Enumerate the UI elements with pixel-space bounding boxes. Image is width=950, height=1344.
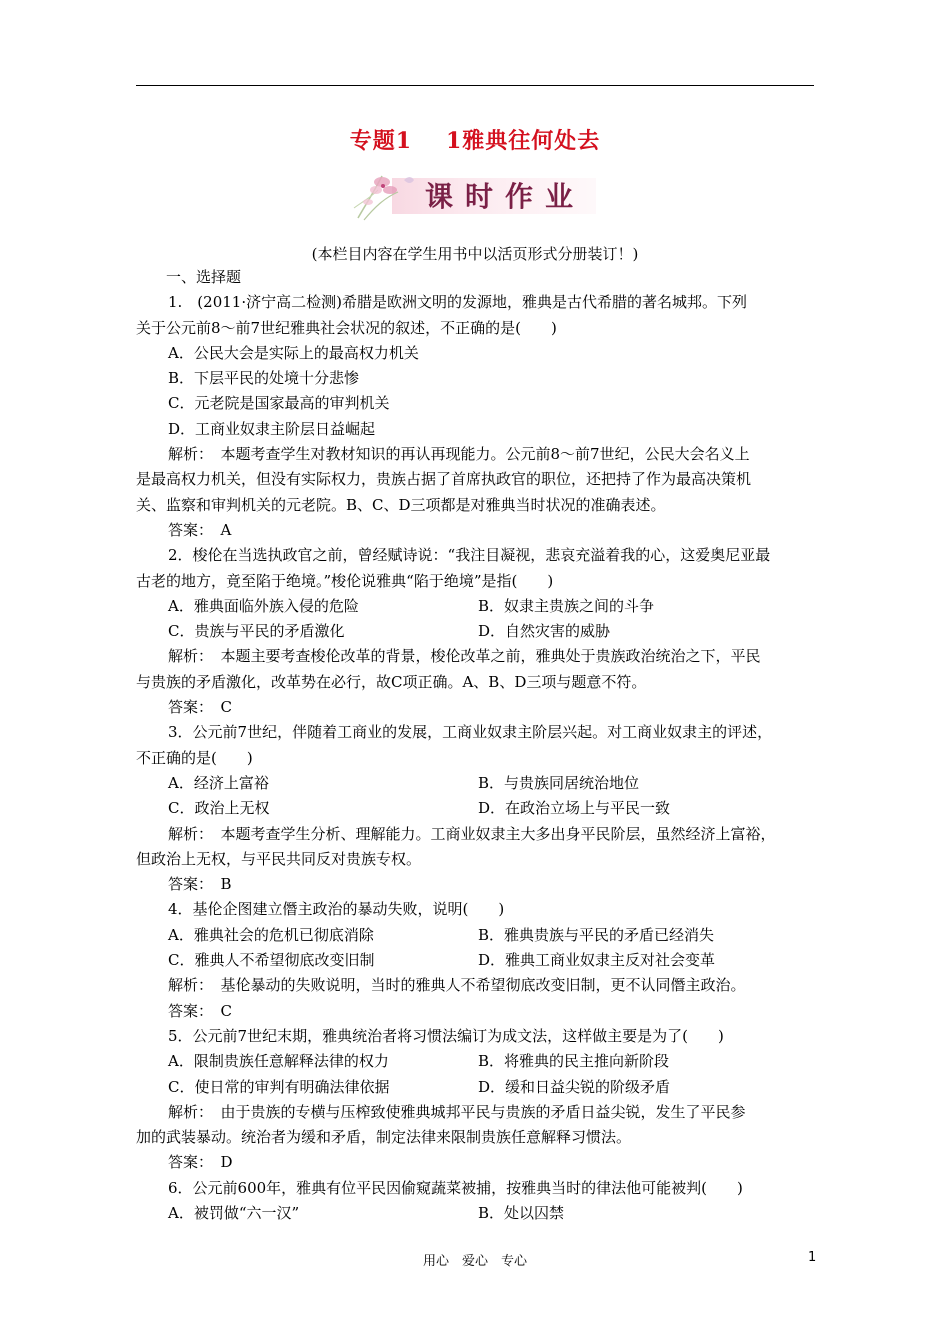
analysis: 关、监察和审判机关的元老院。B、C、D三项都是对雅典当时状况的准确表述。 [136,495,666,514]
banner-char: 课 [424,180,453,213]
option-row [136,1201,816,1226]
analysis: 解析： 本题主要考查梭伦改革的背景，梭伦改革之前，雅典处于贵族政治统治之下，平民 [168,647,761,666]
banner-text [404,176,594,214]
option: B．奴隶主贵族之间的斗争 [478,596,655,615]
banner-char: 作 [505,180,534,213]
option: C．政治上无权 [168,799,270,818]
question-list [136,265,816,1226]
option: A．雅典面临外族入侵的危险 [168,596,359,615]
option: A．经济上富裕 [168,773,269,792]
question-stem: 3．公元前7世纪，伴随着工商业的发展，工商业奴隶主阶层兴起。对工商业奴隶主的评述， [168,723,773,742]
banner-char: 时 [464,180,493,213]
option: B．与贵族同居统治地位 [478,773,640,792]
banner-char: 业 [545,180,574,213]
question-stem: 关于公元前8～前7世纪雅典社会状况的叙述，不正确的是( ) [136,318,557,337]
option: D．自然灾害的威胁 [478,622,611,641]
homework-banner [352,168,596,222]
option: C．使日常的审判有明确法律依据 [168,1077,390,1096]
option-row [136,594,816,619]
option: A．限制贵族任意解释法律的权力 [168,1052,389,1071]
analysis: 是最高权力机关，但没有实际权力，贵族占据了首席执政官的职位，还把持了作为最高决策机 [136,470,752,489]
binding-note: (本栏目内容在学生用书中以活页形式分册装订！) [311,245,639,263]
page-number: 1 [808,1250,817,1265]
answer: 答案： C [168,1001,232,1020]
option-row [136,771,816,796]
question-stem: 不正确的是( ) [136,748,253,767]
page-title [0,124,950,155]
answer: 答案： D [168,1153,233,1172]
analysis: 加的武装暴动。统治者为缓和矛盾，制定法律来限制贵族任意解释习惯法。 [136,1128,632,1147]
option: B．将雅典的民主推向新阶段 [478,1052,670,1071]
option: C．元老院是国家最高的审判机关 [168,394,390,413]
question-stem: 4．基伦企图建立僭主政治的暴动失败，说明( ) [168,900,505,919]
answer: 答案： B [168,875,232,894]
analysis: 但政治上无权，与平民共同反对贵族专权。 [136,849,422,868]
option: B．下层平民的处境十分悲惨 [168,369,360,388]
option-row [136,923,816,948]
option: A．公民大会是实际上的最高权力机关 [168,343,419,362]
option: D．在政治立场上与平民一致 [478,799,671,818]
question-stem: 1. (2011·济宁高二检测)希腊是欧洲文明的发源地，雅典是古代希腊的著名城邦。下列 [168,293,747,312]
answer: 答案： C [168,698,232,717]
analysis: 与贵族的矛盾激化，改革势在必行，故C项正确。A、B、D三项与题意不符。 [136,672,647,691]
analysis: 解析： 本题考查学生对教材知识的再认再现能力。公元前8～前7世纪，公民大会名义上 [168,445,750,464]
option: C．贵族与平民的矛盾激化 [168,622,345,641]
option-row [136,948,816,973]
title-topic: 专题1 [349,128,412,154]
option-row [136,1075,816,1100]
analysis: 解析： 本题考查学生分析、理解能力。工商业奴隶主大多出身平民阶层，虽然经济上富裕， [168,824,776,843]
option: D．缓和日益尖锐的阶级矛盾 [478,1077,671,1096]
question-stem: 5．公元前7世纪末期，雅典统治者将习惯法编订为成文法，这样做主要是为了( ) [168,1026,724,1045]
option: B．雅典贵族与平民的矛盾已经消失 [478,925,715,944]
option: A．被罚做“六一汉” [168,1203,300,1222]
option: B．处以囚禁 [478,1203,565,1222]
option: D．工商业奴隶主阶层日益崛起 [168,419,376,438]
option-row [136,796,816,821]
title-lesson: 1雅典往何处去 [446,128,601,154]
analysis: 解析： 基伦暴动的失败说明，当时的雅典人不希望彻底改变旧制，更不认同僭主政治。 [168,976,746,995]
option: D．雅典工商业奴隶主反对社会变革 [478,951,716,970]
header-rule [136,85,814,86]
section-heading: 一、选择题 [166,268,242,286]
option: A．雅典社会的危机已彻底消除 [168,925,374,944]
analysis: 解析： 由于贵族的专横与压榨致使雅典城邦平民与贵族的矛盾日益尖锐，发生了平民参 [168,1102,746,1121]
option-row [136,1049,816,1074]
option: C．雅典人不希望彻底改变旧制 [168,951,375,970]
question-stem: 6．公元前600年，雅典有位平民因偷窥蔬菜被捕，按雅典当时的律法他可能被判( ) [168,1178,743,1197]
option-row [136,619,816,644]
footer-slogan: 用心 爱心 专心 [422,1254,527,1269]
question-stem: 古老的地方，竟至陷于绝境。”梭伦说雅典“陷于绝境”是指( ) [136,571,554,590]
question-stem: 2．梭伦在当选执政官之前，曾经赋诗说：“我注目凝视，悲哀充溢着我的心，这爱奥尼亚最 [168,546,771,565]
answer: 答案： A [168,520,232,539]
